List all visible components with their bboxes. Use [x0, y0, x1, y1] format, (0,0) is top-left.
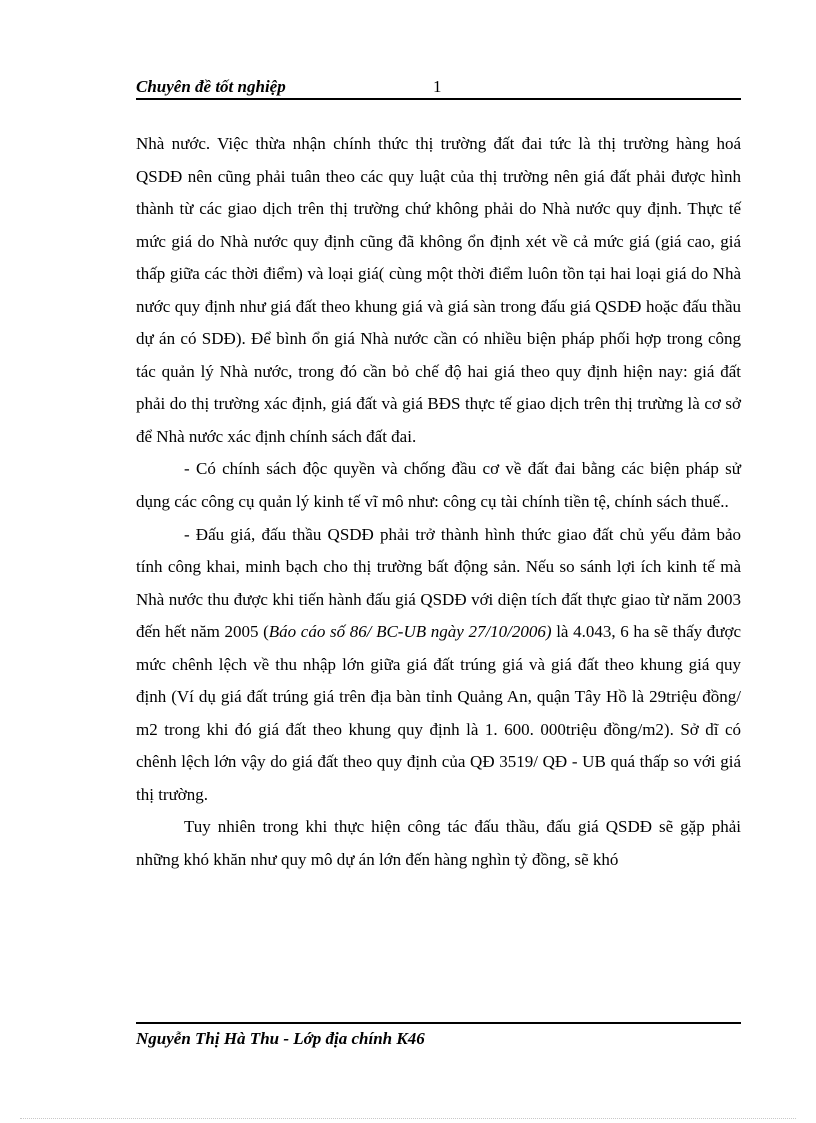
header-title: Chuyên đề tốt nghiệp [136, 77, 286, 96]
paragraph-3-text-before: - Đấu giá, đấu thầu QSDĐ phải trở thành hình thức giao đất chủ yếu đảm bảo tính công khai, minh bạch cho thị trường bất động sản. Nếu so sánh lợi ích kinh tế mà Nhà nước thu được khi tiến hành đấu giá QSDĐ với diện tích đất thực giao từ năm 2003 đến hết năm 2005 ( [136, 524, 741, 642]
citation: Báo cáo số 86/ BC-UB ngày 27/10/2006) [268, 622, 552, 642]
paragraph-3-text-after: là 4.043, 6 ha sẽ thấy được mức chênh lệch về thu nhập lớn giữa giá đất trúng giá và giá đất theo khung giá quy định (Ví dụ giá đất trúng giá trên địa bàn tỉnh Quảng An, quận Tây Hồ là 29triệu đồng/ m2 trong khi đó giá đất theo khung quy định là 1. 600. 000triệu đồng/m2). Sở dĩ có chênh lệch lớn vậy do giá đất theo quy định của QĐ 3519/ QĐ - UB quá thấp so với giá thị trường. [136, 622, 741, 804]
paragraph-2: - Có chính sách độc quyền và chống đầu cơ về đất đai bằng các biện pháp sử dụng các công cụ quản lý kinh tế vĩ mô như: công cụ tài chính tiền tệ, chính sách thuế.. [136, 459, 741, 512]
page-footer [136, 1022, 741, 1050]
document-body [136, 128, 741, 877]
paragraph-3 [136, 519, 741, 812]
page-number: 1 [433, 77, 442, 96]
footer-author: Nguyễn Thị Hà Thu - Lớp địa chính K46 [136, 1029, 425, 1048]
page-header [136, 76, 741, 100]
page-edge-divider [20, 1118, 796, 1119]
paragraph-1: Nhà nước. Việc thừa nhận chính thức thị trường đất đai tức là thị trường hàng hoá QSDĐ nên cũng phải tuân theo các quy luật của thị trường nên giá đất phải được hình thành từ các giao dịch trên thị trường chứ không phải do Nhà nước quy định. Thực tế mức giá do Nhà nước quy định cũng đã không ổn định xét về cả mức giá (giá cao, giá thấp giữa các thời điểm) và loại giá( cùng một thời điểm luôn tồn tại hai loại giá do Nhà nước quy định như giá đất theo khung giá và giá sàn trong đấu giá QSDĐ hoặc đấu thầu dự án có SDĐ). Để bình ổn giá Nhà nước cần có nhiều biện pháp phối hợp trong công tác quản lý Nhà nước, trong đó cần bỏ chế độ hai giá theo quy định hiện nay: giá đất phải do thị trường xác định, giá đất và giá BĐS thực tế giao dịch trên thị trưừng là cơ sở để Nhà nước xác định chính sách đất đai. [136, 134, 741, 446]
paragraph-4: Tuy nhiên trong khi thực hiện công tác đấu thầu, đấu giá QSDĐ sẽ gặp phải những khó khăn như quy mô dự án lớn đến hàng nghìn tỷ đồng, sẽ khó [136, 817, 741, 870]
